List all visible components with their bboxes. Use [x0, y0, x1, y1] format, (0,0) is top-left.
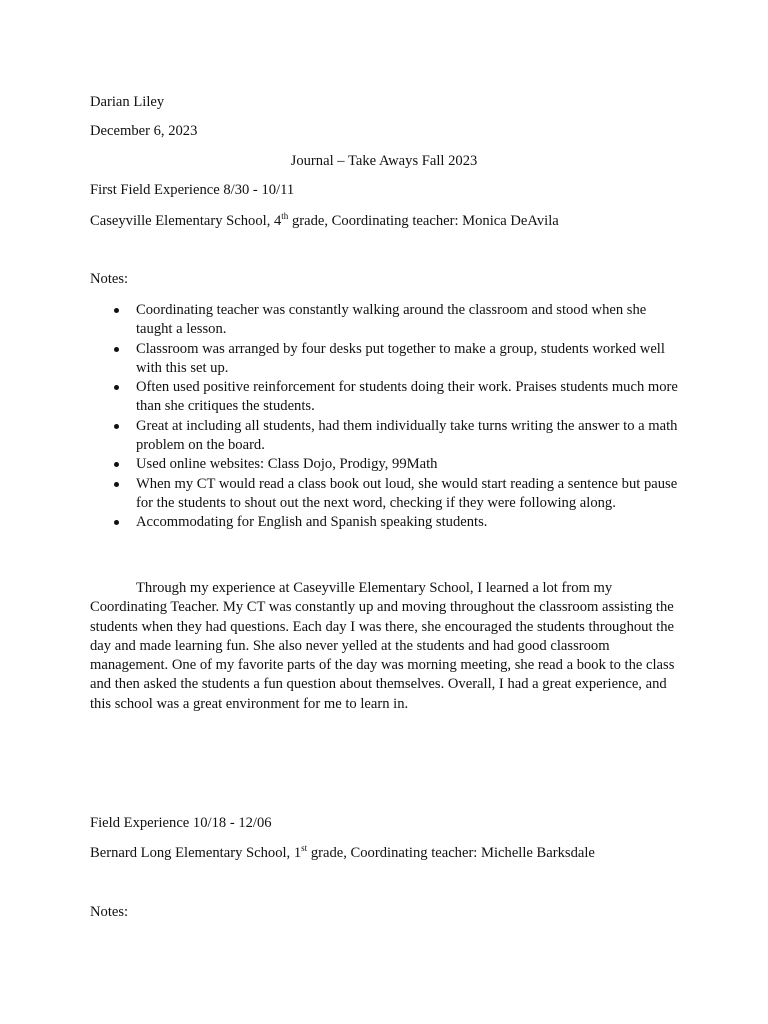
- section1-notes-list: [90, 301, 680, 533]
- author-name: Darian Liley: [90, 94, 165, 110]
- note-text: Accommodating for English and Spanish speaking students.: [136, 514, 488, 531]
- section1-school-ordinal: th: [281, 211, 289, 221]
- section2-school-ordinal: st: [301, 843, 308, 853]
- note-text: Coordinating teacher was constantly walking around the classroom and stood when she taught a lesson.: [136, 302, 647, 338]
- bullet-icon: [114, 308, 119, 313]
- list-item: [90, 475, 680, 514]
- list-item: [90, 513, 680, 532]
- note-text: Used online websites: Class Dojo, Prodigy, 99Math: [136, 456, 438, 473]
- bullet-icon: [114, 385, 119, 390]
- bullet-icon: [114, 482, 119, 487]
- document-date: December 6, 2023: [90, 123, 198, 139]
- bullet-icon: [114, 424, 119, 429]
- section2-school-line: [90, 844, 595, 863]
- section2-school-suffix: grade, Coordinating teacher: Michelle Barksdale: [307, 845, 595, 861]
- section2-school-prefix: Bernard Long Elementary School, 1: [90, 845, 302, 861]
- section1-reflection-paragraph: Through my experience at Caseyville Elementary School, I learned a lot from my Coordinating Teacher. My CT was constantly up and moving throughout the classroom assisting the students when they had questions. Each day I was there, she encouraged the students throughout the day and made learning fun. She also never yelled at the students and had good classroom management. One of my favorite parts of the day was morning meeting, she read a book to the class and then asked the students a fun question about themselves. Overall, I had a great experience, and this school was a great environment for me to learn in.: [90, 580, 675, 712]
- section1-school-line: [90, 212, 559, 231]
- list-item: [90, 378, 680, 417]
- note-text: When my CT would read a class book out loud, she would start reading a sentence but pause for the students to shout out the next word, checking if they were following along.: [136, 475, 678, 511]
- note-text: Often used positive reinforcement for students doing their work. Praises students much more than she critiques the students.: [136, 379, 678, 415]
- note-text: Classroom was arranged by four desks put together to make a group, students worked well with this set up.: [136, 340, 665, 376]
- section2-notes-label: Notes:: [90, 904, 129, 920]
- bullet-icon: [114, 520, 119, 525]
- section1-school-suffix: grade, Coordinating teacher: Monica DeAvila: [288, 213, 559, 229]
- bullet-icon: [114, 347, 119, 352]
- list-item: [90, 340, 680, 379]
- section1-notes-label: Notes:: [90, 271, 129, 287]
- document-title: Journal – Take Aways Fall 2023: [290, 153, 478, 169]
- list-item: [90, 455, 680, 474]
- section1-school-prefix: Caseyville Elementary School, 4: [90, 213, 282, 229]
- list-item: [90, 301, 680, 340]
- bullet-icon: [114, 462, 119, 467]
- note-text: Great at including all students, had them individually take turns writing the answer to a math problem on the board.: [136, 417, 678, 454]
- list-item: [90, 417, 680, 456]
- section2-heading: Field Experience 10/18 - 12/06: [90, 815, 272, 831]
- section1-heading: First Field Experience 8/30 - 10/11: [90, 182, 295, 198]
